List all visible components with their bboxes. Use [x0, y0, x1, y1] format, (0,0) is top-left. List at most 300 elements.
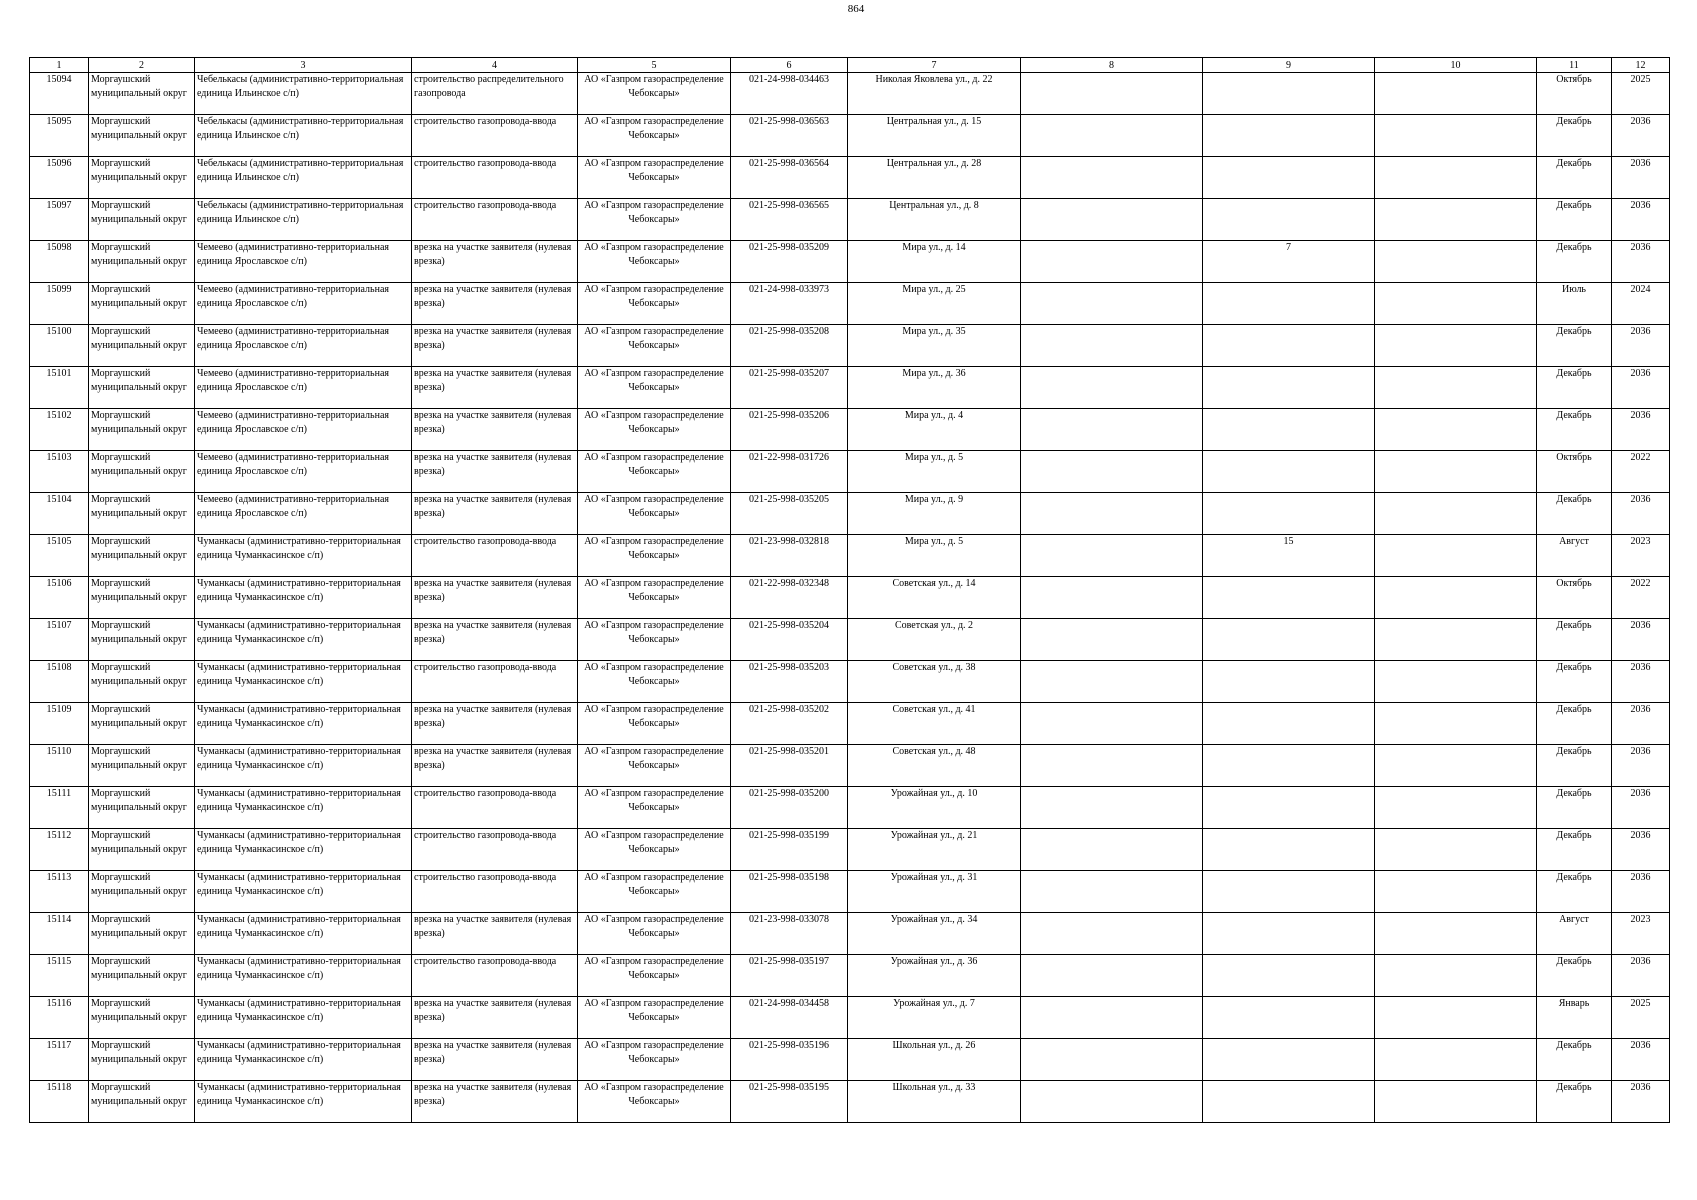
organization-cell	[578, 325, 731, 367]
year-cell-text: 2024	[1630, 284, 1651, 295]
application-code-cell	[731, 997, 848, 1039]
column-9-cell	[1203, 997, 1375, 1039]
settlement-cell-text: Чемеево (административно-территориальная единица Ярославское с/п)	[197, 326, 389, 351]
row-number-text: 15100	[46, 326, 72, 337]
row-number-text: 15118	[46, 1082, 72, 1093]
address-cell	[848, 241, 1021, 283]
organization-cell	[578, 955, 731, 997]
year-cell	[1612, 913, 1670, 955]
month-cell	[1537, 829, 1612, 871]
work-type-cell-text: строительство газопровода-ввода	[414, 662, 557, 673]
address-cell	[848, 493, 1021, 535]
settlement-cell	[195, 703, 412, 745]
column-8-cell	[1021, 955, 1203, 997]
organization-cell	[578, 115, 731, 157]
column-9-cell	[1203, 619, 1375, 661]
district-cell-text: Моргаушский муниципальный округ	[91, 578, 187, 603]
work-type-cell-text: врезка на участке заявителя (нулевая врезка)	[414, 1040, 572, 1065]
district-cell	[89, 367, 195, 409]
district-cell-text: Моргаушский муниципальный округ	[91, 494, 187, 519]
month-cell-text: Октябрь	[1556, 578, 1592, 589]
row-number-text: 15112	[46, 830, 72, 841]
work-type-cell	[412, 451, 578, 493]
application-code-cell-text: 021-25-998-035209	[749, 242, 829, 253]
column-header: 12	[1612, 58, 1670, 73]
month-cell	[1537, 73, 1612, 115]
month-cell	[1537, 409, 1612, 451]
column-8-cell	[1021, 1039, 1203, 1081]
district-cell	[89, 745, 195, 787]
table-row	[30, 829, 1670, 871]
table-row	[30, 577, 1670, 619]
work-type-cell	[412, 493, 578, 535]
district-cell-text: Моргаушский муниципальный округ	[91, 242, 187, 267]
settlement-cell-text: Чуманкасы (административно-территориальная единица Чуманкасинское с/п)	[197, 998, 401, 1023]
district-cell-text: Моргаушский муниципальный округ	[91, 410, 187, 435]
application-code-cell	[731, 703, 848, 745]
settlement-cell	[195, 1039, 412, 1081]
address-cell-text: Советская ул., д. 14	[892, 578, 976, 589]
table-row	[30, 283, 1670, 325]
application-code-cell-text: 021-25-998-035195	[749, 1082, 829, 1093]
column-8-cell	[1021, 241, 1203, 283]
district-cell-text: Моргаушский муниципальный округ	[91, 830, 187, 855]
column-9-cell	[1203, 829, 1375, 871]
column-10-cell	[1375, 745, 1537, 787]
work-type-cell-text: врезка на участке заявителя (нулевая врезка)	[414, 998, 572, 1023]
settlement-cell	[195, 367, 412, 409]
organization-cell-text: АО «Газпром газораспределение Чебоксары»	[584, 452, 724, 477]
row-number-text: 15096	[46, 158, 72, 169]
application-code-cell-text: 021-25-998-035198	[749, 872, 829, 883]
settlement-cell	[195, 1081, 412, 1123]
settlement-cell	[195, 493, 412, 535]
organization-cell	[578, 241, 731, 283]
month-cell	[1537, 283, 1612, 325]
address-cell-text: Мира ул., д. 25	[902, 284, 966, 295]
application-code-cell	[731, 73, 848, 115]
district-cell	[89, 283, 195, 325]
organization-cell	[578, 1039, 731, 1081]
column-header: 7	[848, 58, 1021, 73]
settlement-cell	[195, 997, 412, 1039]
organization-cell-text: АО «Газпром газораспределение Чебоксары»	[584, 74, 724, 99]
column-header: 10	[1375, 58, 1537, 73]
column-9-cell	[1203, 409, 1375, 451]
year-cell-text: 2036	[1630, 200, 1651, 211]
column-10-cell	[1375, 619, 1537, 661]
row-number	[30, 997, 89, 1039]
address-cell	[848, 1081, 1021, 1123]
column-10-cell	[1375, 955, 1537, 997]
year-cell-text: 2036	[1630, 704, 1651, 715]
page-number: 864	[847, 3, 865, 15]
year-cell-text: 2036	[1630, 1082, 1651, 1093]
header-row	[30, 58, 1670, 73]
settlement-cell	[195, 577, 412, 619]
district-cell-text: Моргаушский муниципальный округ	[91, 704, 187, 729]
settlement-cell-text: Чуманкасы (административно-территориальная единица Чуманкасинское с/п)	[197, 620, 401, 645]
row-number	[30, 367, 89, 409]
month-cell-text: Декабрь	[1556, 620, 1592, 631]
month-cell-text: Декабрь	[1556, 1040, 1592, 1051]
month-cell	[1537, 535, 1612, 577]
settlement-cell	[195, 745, 412, 787]
year-cell	[1612, 619, 1670, 661]
application-code-cell	[731, 871, 848, 913]
organization-cell	[578, 577, 731, 619]
settlement-cell-text: Чуманкасы (административно-территориальная единица Чуманкасинское с/п)	[197, 830, 401, 855]
settlement-cell-text: Чебелькасы (административно-территориальная единица Ильинское с/п)	[197, 200, 404, 225]
work-type-cell-text: врезка на участке заявителя (нулевая врезка)	[414, 284, 572, 309]
address-cell	[848, 661, 1021, 703]
work-type-cell-text: строительство газопровода-ввода	[414, 158, 557, 169]
register-table	[29, 57, 1670, 1123]
column-8-cell	[1021, 199, 1203, 241]
column-header: 6	[731, 58, 848, 73]
organization-cell	[578, 367, 731, 409]
organization-cell-text: АО «Газпром газораспределение Чебоксары»	[584, 158, 724, 183]
work-type-cell	[412, 871, 578, 913]
address-cell-text: Урожайная ул., д. 10	[890, 788, 978, 799]
application-code-cell	[731, 241, 848, 283]
application-code-cell-text: 021-25-998-035204	[749, 620, 829, 631]
address-cell-text: Николая Яковлева ул., д. 22	[875, 74, 993, 85]
work-type-cell-text: врезка на участке заявителя (нулевая врезка)	[414, 746, 572, 771]
organization-cell	[578, 535, 731, 577]
row-number-text: 15105	[46, 536, 72, 547]
column-9-cell	[1203, 913, 1375, 955]
year-cell	[1612, 829, 1670, 871]
work-type-cell	[412, 997, 578, 1039]
row-number	[30, 1039, 89, 1081]
work-type-cell-text: врезка на участке заявителя (нулевая врезка)	[414, 494, 572, 519]
address-cell-text: Мира ул., д. 4	[904, 410, 964, 421]
month-cell-text: Декабрь	[1556, 200, 1592, 211]
organization-cell	[578, 157, 731, 199]
column-9-cell	[1203, 955, 1375, 997]
application-code-cell	[731, 451, 848, 493]
year-cell-text: 2036	[1630, 662, 1651, 673]
organization-cell	[578, 703, 731, 745]
settlement-cell-text: Чуманкасы (административно-территориальная единица Чуманкасинское с/п)	[197, 1082, 401, 1107]
column-8-cell	[1021, 409, 1203, 451]
application-code-cell	[731, 325, 848, 367]
settlement-cell	[195, 199, 412, 241]
column-10-cell	[1375, 325, 1537, 367]
column-10-cell	[1375, 871, 1537, 913]
column-9-cell	[1203, 367, 1375, 409]
month-cell-text: Декабрь	[1556, 704, 1592, 715]
year-cell-text: 2036	[1630, 326, 1651, 337]
organization-cell	[578, 409, 731, 451]
application-code-cell	[731, 535, 848, 577]
column-9-cell	[1203, 241, 1375, 283]
district-cell	[89, 157, 195, 199]
settlement-cell	[195, 241, 412, 283]
application-code-cell	[731, 493, 848, 535]
column-10-cell	[1375, 73, 1537, 115]
month-cell-text: Декабрь	[1556, 242, 1592, 253]
column-8-cell	[1021, 871, 1203, 913]
application-code-cell	[731, 661, 848, 703]
month-cell-text: Декабрь	[1556, 116, 1592, 127]
table-row	[30, 1081, 1670, 1123]
column-header: 11	[1537, 58, 1612, 73]
settlement-cell	[195, 409, 412, 451]
address-cell	[848, 703, 1021, 745]
settlement-cell-text: Чуманкасы (административно-территориальная единица Чуманкасинское с/п)	[197, 536, 401, 561]
district-cell-text: Моргаушский муниципальный округ	[91, 536, 187, 561]
settlement-cell	[195, 619, 412, 661]
organization-cell-text: АО «Газпром газораспределение Чебоксары»	[584, 116, 724, 141]
district-cell-text: Моргаушский муниципальный округ	[91, 452, 187, 477]
table-row	[30, 745, 1670, 787]
application-code-cell-text: 021-25-998-036563	[749, 116, 829, 127]
year-cell-text: 2036	[1630, 746, 1651, 757]
month-cell-text: Декабрь	[1556, 662, 1592, 673]
row-number	[30, 703, 89, 745]
district-cell	[89, 829, 195, 871]
row-number-text: 15102	[46, 410, 72, 421]
work-type-cell-text: врезка на участке заявителя (нулевая врезка)	[414, 620, 572, 645]
work-type-cell	[412, 955, 578, 997]
row-number-text: 15095	[46, 116, 72, 127]
work-type-cell-text: строительство газопровода-ввода	[414, 956, 557, 967]
settlement-cell	[195, 955, 412, 997]
column-header: 4	[412, 58, 578, 73]
district-cell	[89, 535, 195, 577]
application-code-cell-text: 021-25-998-035207	[749, 368, 829, 379]
column-10-cell	[1375, 829, 1537, 871]
table-row	[30, 451, 1670, 493]
column-9-cell-text: 7	[1286, 242, 1291, 253]
application-code-cell	[731, 115, 848, 157]
settlement-cell	[195, 913, 412, 955]
district-cell-text: Моргаушский муниципальный округ	[91, 116, 187, 141]
table-row	[30, 913, 1670, 955]
district-cell	[89, 115, 195, 157]
address-cell-text: Школьная ул., д. 33	[892, 1082, 976, 1093]
address-cell	[848, 535, 1021, 577]
table-header	[30, 58, 1670, 73]
month-cell-text: Август	[1559, 914, 1589, 925]
address-cell	[848, 367, 1021, 409]
district-cell	[89, 619, 195, 661]
row-number	[30, 787, 89, 829]
row-number-text: 15110	[46, 746, 72, 757]
application-code-cell-text: 021-22-998-031726	[749, 452, 829, 463]
settlement-cell	[195, 451, 412, 493]
address-cell-text: Советская ул., д. 41	[892, 704, 976, 715]
district-cell	[89, 871, 195, 913]
month-cell-text: Декабрь	[1556, 326, 1592, 337]
year-cell	[1612, 703, 1670, 745]
year-cell	[1612, 997, 1670, 1039]
address-cell	[848, 199, 1021, 241]
year-cell-text: 2023	[1630, 914, 1651, 925]
column-header: 1	[30, 58, 89, 73]
year-cell-text: 2036	[1630, 830, 1651, 841]
work-type-cell	[412, 913, 578, 955]
column-10-cell	[1375, 409, 1537, 451]
year-cell-text: 2036	[1630, 872, 1651, 883]
work-type-cell-text: строительство распределительного газопровода	[414, 74, 564, 99]
row-number-text: 15094	[46, 74, 72, 85]
row-number-text: 15101	[46, 368, 72, 379]
application-code-cell-text: 021-23-998-032818	[749, 536, 829, 547]
table-row	[30, 115, 1670, 157]
application-code-cell	[731, 913, 848, 955]
year-cell-text: 2023	[1630, 536, 1651, 547]
row-number	[30, 829, 89, 871]
application-code-cell	[731, 1081, 848, 1123]
row-number	[30, 451, 89, 493]
district-cell	[89, 661, 195, 703]
work-type-cell-text: врезка на участке заявителя (нулевая врезка)	[414, 242, 572, 267]
row-number	[30, 115, 89, 157]
organization-cell	[578, 829, 731, 871]
address-cell-text: Школьная ул., д. 26	[892, 1040, 976, 1051]
organization-cell-text: АО «Газпром газораспределение Чебоксары»	[584, 284, 724, 309]
organization-cell	[578, 451, 731, 493]
column-8-cell	[1021, 367, 1203, 409]
row-number	[30, 325, 89, 367]
month-cell-text: Октябрь	[1556, 452, 1592, 463]
month-cell	[1537, 619, 1612, 661]
organization-cell-text: АО «Газпром газораспределение Чебоксары»	[584, 368, 724, 393]
organization-cell-text: АО «Газпром газораспределение Чебоксары»	[584, 830, 724, 855]
column-8-cell	[1021, 661, 1203, 703]
year-cell	[1612, 199, 1670, 241]
column-10-cell	[1375, 913, 1537, 955]
month-cell	[1537, 157, 1612, 199]
settlement-cell-text: Чуманкасы (административно-территориальная единица Чуманкасинское с/п)	[197, 872, 401, 897]
month-cell	[1537, 115, 1612, 157]
month-cell	[1537, 199, 1612, 241]
year-cell-text: 2036	[1630, 620, 1651, 631]
row-number-text: 15097	[46, 200, 72, 211]
work-type-cell	[412, 199, 578, 241]
address-cell	[848, 829, 1021, 871]
work-type-cell-text: строительство газопровода-ввода	[414, 788, 557, 799]
settlement-cell-text: Чемеево (административно-территориальная единица Ярославское с/п)	[197, 410, 389, 435]
application-code-cell-text: 021-22-998-032348	[749, 578, 829, 589]
settlement-cell-text: Чебелькасы (административно-территориальная единица Ильинское с/п)	[197, 158, 404, 183]
month-cell-text: Декабрь	[1556, 410, 1592, 421]
district-cell	[89, 409, 195, 451]
organization-cell-text: АО «Газпром газораспределение Чебоксары»	[584, 662, 724, 687]
column-9-cell	[1203, 1081, 1375, 1123]
table-body	[30, 73, 1670, 1123]
settlement-cell-text: Чебелькасы (административно-территориальная единица Ильинское с/п)	[197, 74, 404, 99]
column-10-cell	[1375, 577, 1537, 619]
settlement-cell-text: Чуманкасы (административно-территориальная единица Чуманкасинское с/п)	[197, 956, 401, 981]
table-row	[30, 703, 1670, 745]
column-9-cell	[1203, 661, 1375, 703]
district-cell-text: Моргаушский муниципальный округ	[91, 200, 187, 225]
district-cell-text: Моргаушский муниципальный округ	[91, 956, 187, 981]
application-code-cell-text: 021-24-998-033973	[749, 284, 829, 295]
column-8-cell	[1021, 913, 1203, 955]
year-cell	[1612, 1081, 1670, 1123]
column-9-cell	[1203, 745, 1375, 787]
address-cell-text: Мира ул., д. 5	[904, 536, 964, 547]
settlement-cell	[195, 535, 412, 577]
address-cell-text: Урожайная ул., д. 21	[890, 830, 978, 841]
organization-cell-text: АО «Газпром газораспределение Чебоксары»	[584, 578, 724, 603]
address-cell	[848, 997, 1021, 1039]
organization-cell-text: АО «Газпром газораспределение Чебоксары»	[584, 410, 724, 435]
organization-cell-text: АО «Газпром газораспределение Чебоксары»	[584, 620, 724, 645]
district-cell-text: Моргаушский муниципальный округ	[91, 326, 187, 351]
table-row	[30, 73, 1670, 115]
column-8-cell	[1021, 157, 1203, 199]
application-code-cell-text: 021-25-998-035199	[749, 830, 829, 841]
work-type-cell-text: врезка на участке заявителя (нулевая врезка)	[414, 578, 572, 603]
application-code-cell-text: 021-25-998-035197	[749, 956, 829, 967]
year-cell	[1612, 367, 1670, 409]
row-number-text: 15103	[46, 452, 72, 463]
address-cell	[848, 409, 1021, 451]
district-cell	[89, 1039, 195, 1081]
column-header: 2	[89, 58, 195, 73]
work-type-cell	[412, 1081, 578, 1123]
application-code-cell	[731, 409, 848, 451]
table-row	[30, 787, 1670, 829]
column-9-cell	[1203, 199, 1375, 241]
settlement-cell-text: Чуманкасы (административно-территориальная единица Чуманкасинское с/п)	[197, 662, 401, 687]
month-cell	[1537, 871, 1612, 913]
settlement-cell	[195, 115, 412, 157]
month-cell-text: Декабрь	[1556, 788, 1592, 799]
row-number	[30, 913, 89, 955]
column-8-cell	[1021, 577, 1203, 619]
organization-cell-text: АО «Газпром газораспределение Чебоксары»	[584, 872, 724, 897]
table-row	[30, 157, 1670, 199]
column-10-cell	[1375, 115, 1537, 157]
settlement-cell-text: Чемеево (административно-территориальная единица Ярославское с/п)	[197, 452, 389, 477]
address-cell-text: Урожайная ул., д. 31	[890, 872, 978, 883]
column-10-cell	[1375, 703, 1537, 745]
district-cell	[89, 955, 195, 997]
column-8-cell	[1021, 829, 1203, 871]
organization-cell-text: АО «Газпром газораспределение Чебоксары»	[584, 914, 724, 939]
work-type-cell	[412, 535, 578, 577]
year-cell-text: 2036	[1630, 788, 1651, 799]
settlement-cell	[195, 661, 412, 703]
district-cell	[89, 73, 195, 115]
column-8-cell	[1021, 535, 1203, 577]
column-9-cell-text: 15	[1283, 536, 1294, 547]
organization-cell-text: АО «Газпром газораспределение Чебоксары»	[584, 746, 724, 771]
address-cell-text: Центральная ул., д. 15	[886, 116, 982, 127]
month-cell-text: Декабрь	[1556, 494, 1592, 505]
settlement-cell	[195, 325, 412, 367]
column-10-cell	[1375, 787, 1537, 829]
organization-cell	[578, 619, 731, 661]
organization-cell-text: АО «Газпром газораспределение Чебоксары»	[584, 1040, 724, 1065]
column-8-cell	[1021, 73, 1203, 115]
application-code-cell-text: 021-24-998-034463	[749, 74, 829, 85]
row-number	[30, 199, 89, 241]
table-row	[30, 367, 1670, 409]
month-cell	[1537, 787, 1612, 829]
column-header: 8	[1021, 58, 1203, 73]
month-cell	[1537, 367, 1612, 409]
row-number	[30, 1081, 89, 1123]
work-type-cell-text: строительство газопровода-ввода	[414, 536, 557, 547]
